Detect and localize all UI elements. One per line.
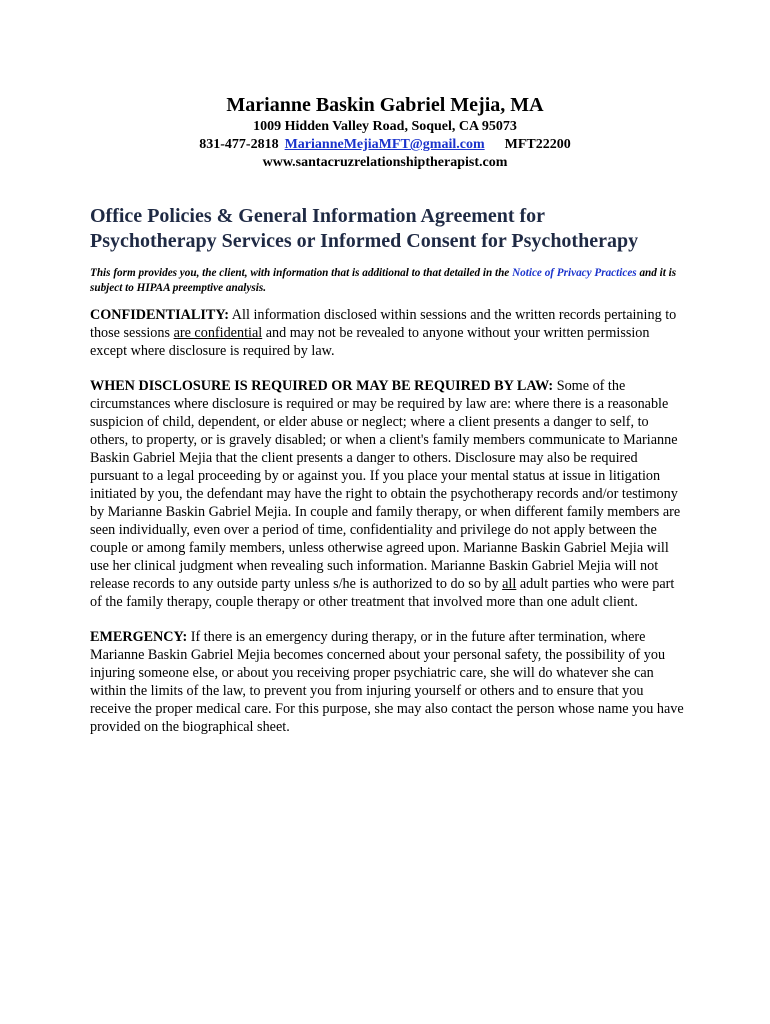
confidentiality-underlined: are confidential bbox=[173, 325, 263, 341]
letterhead bbox=[90, 92, 680, 172]
confidentiality-text-end: and may not be revealed to anyone without your written permission except where disclosure is required by law. bbox=[90, 325, 650, 359]
address: 1009 Hidden Valley Road, Soquel, CA 95073 bbox=[253, 119, 517, 134]
confidentiality-text: All information disclosed within sessions and the written records pertaining to those sessions bbox=[90, 307, 677, 341]
phone-number: 831-477-2818 bbox=[199, 137, 279, 152]
intro-text: This form provides you, the client, with information that is additional to that detailed in the bbox=[90, 267, 513, 279]
emergency-heading: EMERGENCY: bbox=[90, 629, 188, 645]
privacy-notice-link[interactable]: Notice of Privacy Practices bbox=[512, 267, 637, 279]
contact-line bbox=[90, 136, 680, 154]
intro-text-end: and it is subject to HIPAA preemptive analysis. bbox=[90, 267, 677, 294]
email-link[interactable]: MarianneMejiaMFT@gmail.com bbox=[284, 137, 485, 152]
confidentiality-section bbox=[90, 306, 684, 360]
document-title bbox=[90, 204, 684, 254]
confidentiality-heading: CONFIDENTIALITY: bbox=[90, 307, 230, 323]
disclosure-underlined: all bbox=[502, 576, 517, 592]
website: www.santacruzrelationshiptherapist.com bbox=[262, 155, 508, 170]
title-line-1: Office Policies & General Information Agreement for bbox=[90, 205, 546, 227]
disclosure-text-end: adult parties who were part of the family therapy, couple therapy or other treatment that involved more than one adult client. bbox=[90, 576, 675, 610]
emergency-text: If there is an emergency during therapy, or in the future after termination, where Marianne Baskin Gabriel Mejia becomes concerned about your personal safety, the possibility of you injuring someone else, or about you receiving proper psychiatric care, she will do whatever she can within the limits of the law, to prevent you from injuring yourself or others and to ensure that you receive the proper medical care. For this purpose, she may also contact the person whose name you have provided on the biographical sheet. bbox=[90, 629, 684, 735]
disclosure-text: Some of the circumstances where disclosure is required or may be required by law are: where there is a reasonable suspicion of child, dependent, or elder abuse or neglect; where a client presents a danger to self, to others, to property, or is gravely disabled; or when a client's family members communicate to Marianne Baskin Gabriel Mejia that the client presents a danger to others. Disclosure may also be required pursuant to a legal proceeding by or against you. If you place your mental status at issue in litigation initiated by you, the defendant may have the right to obtain the psychotherapy records and/or testimony by Marianne Baskin Gabriel Mejia. In couple and family therapy, or when different family members are seen individually, even over a period of time, confidentiality and privilege do not apply between the couple or among family members, unless otherwise agreed upon. Marianne Baskin Gabriel Mejia will use her clinical judgment when revealing such information. Marianne Baskin Gabriel Mejia will not release records to any outside party unless s/he is authorized to do so by bbox=[90, 378, 681, 592]
intro-paragraph bbox=[90, 266, 684, 296]
disclosure-section bbox=[90, 377, 684, 611]
document-page bbox=[90, 92, 684, 736]
practitioner-name: Marianne Baskin Gabriel Mejia, MA bbox=[226, 94, 544, 116]
emergency-section bbox=[90, 628, 684, 736]
license-number: MFT22200 bbox=[504, 137, 571, 152]
disclosure-heading: WHEN DISCLOSURE IS REQUIRED OR MAY BE REQUIRED BY LAW: bbox=[90, 378, 554, 394]
title-line-2: Psychotherapy Services or Informed Consent for Psychotherapy bbox=[90, 230, 639, 252]
